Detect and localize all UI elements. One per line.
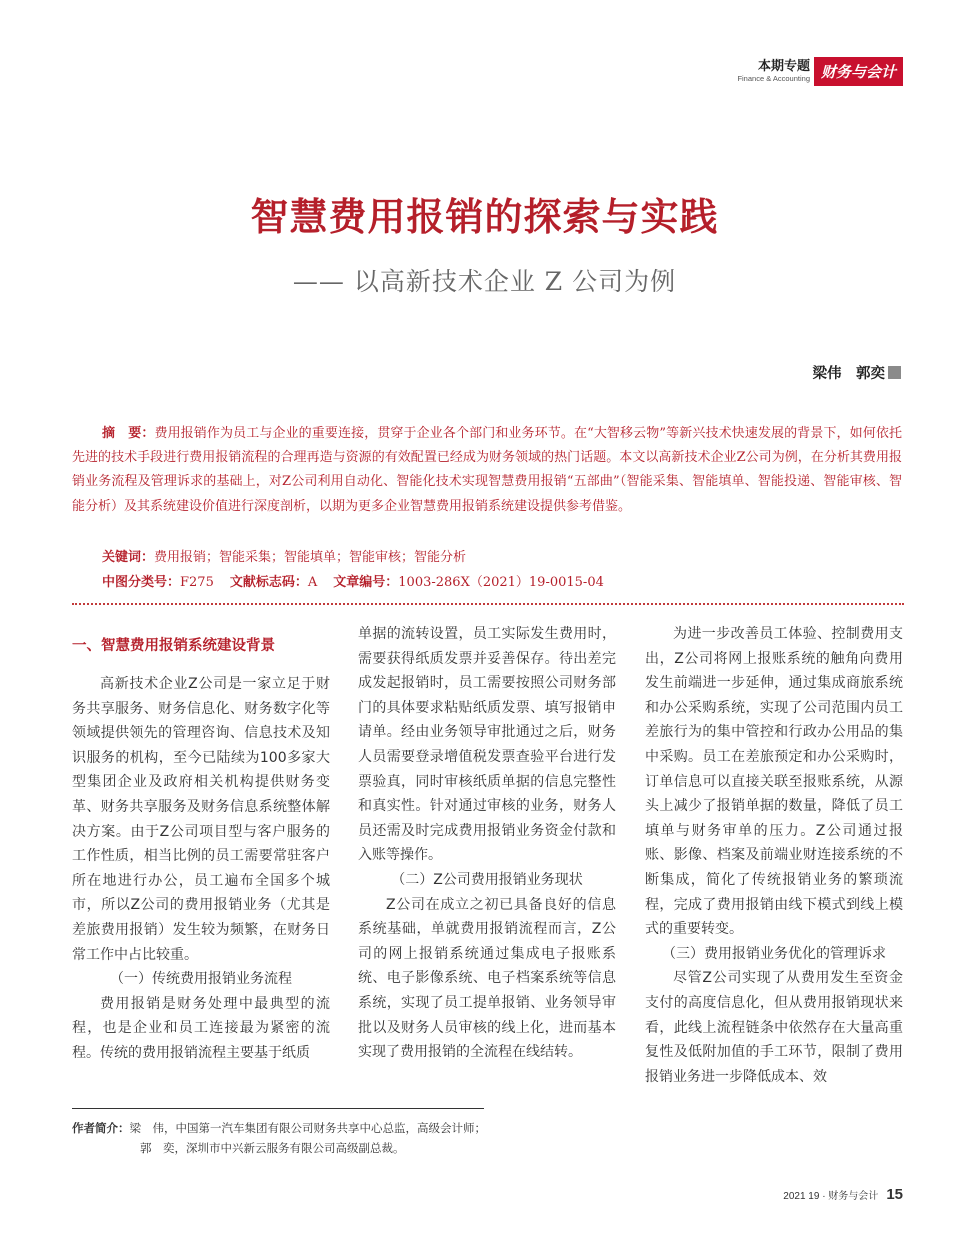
abstract — [72, 422, 902, 519]
article-no-label: 文章编号： — [333, 575, 399, 590]
article-no-value: 1003-286X（2021）19-0015-04 — [398, 575, 604, 590]
issue-info: 2021 19 · 财务与会计 — [783, 1191, 879, 1202]
header-section: 本期专题 — [757, 58, 810, 74]
page-number: 15 — [886, 1186, 903, 1203]
abstract-text: 费用报销作为员工与企业的重要连接，贯穿于企业各个部门和业务环节。在“大智移云物”等新兴技术快速发展的背景下，如何依托先进的技术手段进行费用报销流程的合理再造与资源的有效配置已经成为财务领域的热门话题。本文以高新技术企业Z公司为例，在分析其费用报销业务流程及管理诉求的基础上，对Z公司利用自动化、智能化技术实现智慧费用报销“五部曲”（智能采集、智能填单、智能投递、智能审核、智能分析）及其系统建设价值进行深度剖析，以期为更多企业智慧费用报销系统建设提供参考借鉴。 — [72, 426, 902, 514]
paragraph: 尽管Z公司实现了从费用发生至资金支付的高度信息化，但从费用报销现状来看，此线上流程链条中依然存在大量高重复性及低附加值的手工环节，限制了费用报销业务进一步降低成本、效 — [645, 970, 903, 1085]
paragraph: 为进一步改善员工体验、控制费用支出，Z公司将网上报账系统的触角向费用发生前端进一步延伸，通过集成商旅系统和办公采购系统，实现了公司范围内员工差旅行为的集中管控和行政办公用品的集中采购。员工在差旅预定和办公采购时，订单信息可以直接关联至报账系统，从源头上减少了报销单据的数量，降低了员工填单与财务审单的压力。Z公司通过报账、影像、档案及前端业财连接系统的不断集成，简化了传统报销业务的繁琐流程，完成了费用报销由线下模式到线上模式的重要转变。 — [645, 626, 903, 938]
subsection-heading: （二）Z公司费用报销业务现状 — [391, 871, 583, 888]
paragraph: 费用报销是财务处理中最典型的流程，也是企业和员工连接最为紧密的流程。传统的费用报销流程主要基于纸质 — [72, 995, 330, 1061]
doc-code-value: A — [307, 575, 318, 590]
abstract-label: 摘 要： — [102, 426, 155, 441]
clc-label: 中图分类号： — [102, 575, 181, 590]
author-footnote — [72, 1118, 672, 1158]
keywords-label: 关键词： — [102, 550, 155, 565]
section-heading: 一、智慧费用报销系统建设背景 — [72, 638, 275, 654]
article-title: 智慧费用报销的探索与实践 — [250, 195, 719, 239]
journal-logo: 财务与会计 — [814, 57, 903, 86]
page-footer — [783, 1186, 903, 1203]
keywords-text: 费用报销；智能采集；智能填单；智能审核；智能分析 — [154, 550, 467, 565]
page-header — [737, 56, 903, 86]
body-column-2 — [358, 622, 616, 1065]
paragraph: 高新技术企业Z公司是一家立足于财务共享服务、财务信息化、财务数字化等领域提供领先的管理咨询、信息技术及知识服务的机构，至今已陆续为100多家大型集团企业及政府相关机构提供财务变革、财务共享服务及财务信息系统整体解决方案。由于Z公司项目型与客户服务的工作性质，相当比例的员工需要常驻客户所在地进行办公，员工遍布全国多个城市，所以Z公司的费用报销业务（尤其是差旅费用报销）发生较为频繁，在财务日常工作中占比较重。 — [72, 676, 330, 963]
header-text — [737, 59, 810, 84]
authors: 梁伟 郭奕 — [812, 366, 885, 382]
dotted-divider — [72, 603, 904, 605]
footnote-label: 作者简介： — [72, 1121, 130, 1135]
clc-value: F275 — [180, 575, 214, 590]
paragraph: 单据的流转设置，员工实际发生费用时，需要获得纸质发票并妥善保存。待出差完成发起报销时，员工需要按照公司财务部门的具体要求粘贴纸质发票、填写报销申请单。经由业务领导审批通过之后，财务人员需要登录增值税发票查验平台进行发票验真，同时审核纸质单据的信息完整性和真实性。针对通过审核的业务，财务人员还需及时完成费用报销业务资金付款和入账等操作。 — [358, 626, 616, 864]
author-line — [813, 362, 902, 383]
footnote-row-1 — [72, 1118, 672, 1138]
article-subtitle: —— 以高新技术企业 Z 公司为例 — [292, 267, 677, 296]
body-column-3 — [645, 622, 903, 1089]
header-subtitle-en: Finance & Accounting — [737, 73, 810, 83]
classification-line — [102, 573, 604, 593]
end-square-icon — [888, 366, 901, 379]
footnote-rule — [72, 1108, 484, 1109]
doc-code-label: 文献标志码： — [229, 575, 308, 590]
keywords — [102, 548, 466, 568]
paragraph: Z公司在成立之初已具备良好的信息系统基础，单就费用报销流程而言，Z公司的网上报销系统通过集成电子报账系统、电子影像系统、电子档案系统等信息系统，实现了员工提单报销、业务领导审批以及财务人员审核的线上化，进而基本实现了费用报销的全流程在线结转。 — [358, 896, 616, 1061]
footnote-line-2: 郭 奕，深圳市中兴新云服务有限公司高级副总裁。 — [140, 1141, 405, 1155]
body-column-1 — [72, 622, 330, 1066]
subsection-heading: （一）传统费用报销业务流程 — [110, 971, 292, 988]
subsection-heading: （三）费用报销业务优化的管理诉求 — [662, 945, 886, 962]
footnote-line-1: 梁 伟，中国第一汽车集团有限公司财务共享中心总监，高级会计师； — [129, 1121, 486, 1135]
